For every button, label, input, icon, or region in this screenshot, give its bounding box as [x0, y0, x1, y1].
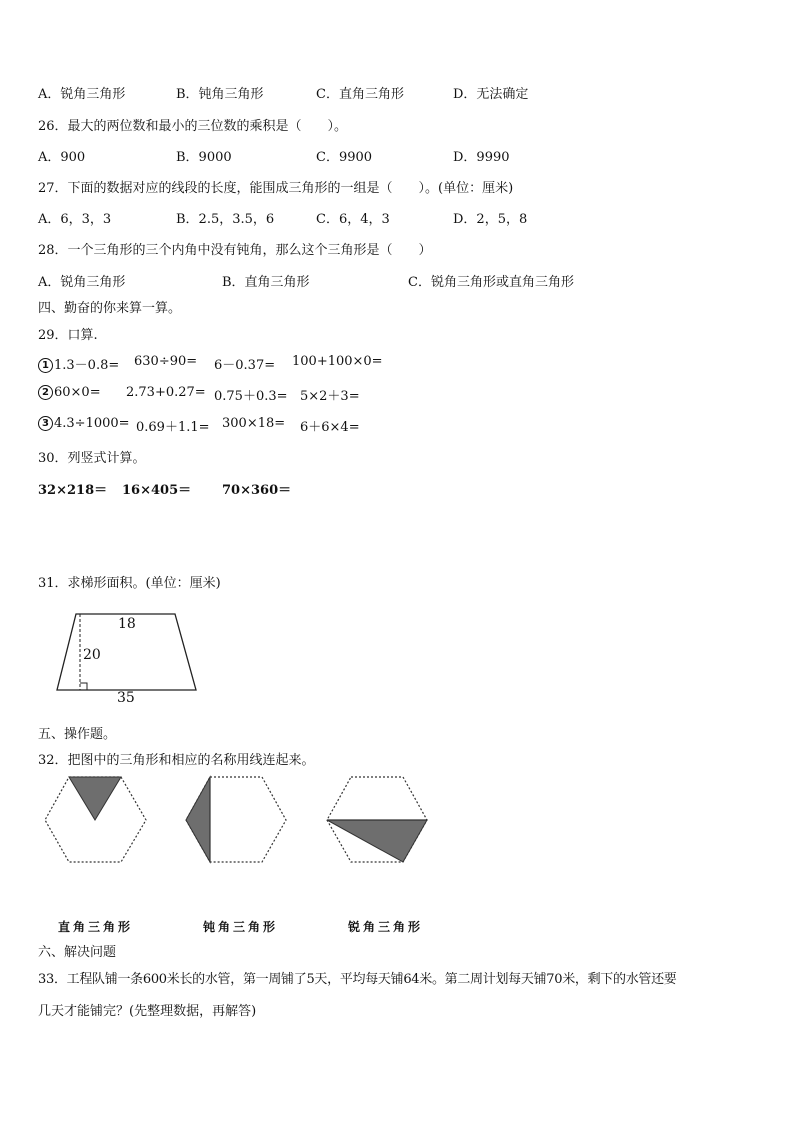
q29-item: 0.75＋0.3=	[214, 389, 288, 404]
q29-stem: 29．口算.	[38, 328, 98, 343]
trapezoid-bottom-label: 35	[117, 690, 135, 706]
q32-stem: 32．把图中的三角形和相应的名称用线连起来。	[38, 753, 315, 768]
q27-option-c: C．6，4，3	[316, 212, 390, 227]
q26-stem: 26．最大的两位数和最小的三位数的乘积是（ ）。	[38, 119, 348, 134]
q29-item: 630÷90=	[134, 354, 198, 369]
q26-option-b: B．9000	[176, 150, 232, 165]
q28-stem: 28．一个三角形的三个内角中没有钝角，那么这个三角形是（ ）	[38, 243, 432, 258]
circled-number-3: 3	[38, 416, 53, 431]
q28-option-c: C．锐角三角形或直角三角形	[408, 275, 574, 290]
q29-item: 4.3÷1000=	[54, 416, 130, 431]
q29-item: 1.3－0.8=	[54, 358, 120, 373]
hexagon-2	[186, 777, 286, 862]
q29-item: 300×18=	[222, 416, 286, 431]
q28-option-b: B．直角三角形	[222, 275, 310, 290]
q30-item: 16×405＝	[122, 483, 192, 498]
q31-stem: 31．求梯形面积。(单位：厘米)	[38, 576, 221, 591]
q25-option-a: A．锐角三角形	[38, 87, 126, 102]
label-acute-triangle[interactable]: 锐角三角形	[348, 920, 424, 934]
q33-line-1: 33．工程队铺一条600米长的水管，第一周铺了5天，平均每天铺64米。第二周计划每天铺70米，剩下的水管还要	[38, 972, 677, 987]
hexagon-1	[45, 777, 146, 862]
q27-stem: 27．下面的数据对应的线段的长度，能围成三角形的一组是（ ）。(单位：厘米)	[38, 181, 514, 196]
q27-option-b: B．2.5，3.5，6	[176, 212, 275, 227]
section-4-heading: 四、勤奋的你来算一算。	[38, 301, 182, 316]
trapezoid-height-label: 20	[83, 647, 101, 663]
q26-option-c: C．9900	[316, 150, 373, 165]
q27-option-a: A．6，3，3	[38, 212, 112, 227]
circled-number-2: 2	[38, 385, 53, 400]
q25-option-c: C．直角三角形	[316, 87, 404, 102]
q33-line-2: 几天才能铺完？(先整理数据，再解答)	[38, 1004, 257, 1019]
q29-item: 2.73+0.27=	[126, 385, 206, 400]
trapezoid-top-label: 18	[118, 616, 136, 632]
q26-option-a: A．900	[38, 150, 86, 165]
q29-item: 60×0=	[54, 385, 101, 400]
q25-option-d: D．无法确定	[453, 87, 529, 102]
section-6-heading: 六、解决问题	[38, 945, 117, 960]
section-5-heading: 五、操作题。	[38, 727, 117, 742]
q27-option-d: D．2，5，8	[453, 212, 528, 227]
q30-item: 70×360＝	[222, 483, 292, 498]
q29-item: 5×2＋3=	[300, 389, 360, 404]
circled-number-1: 1	[38, 358, 53, 373]
q26-option-d: D．9990	[453, 150, 510, 165]
q29-item: 6－0.37=	[214, 358, 276, 373]
q29-item: 6＋6×4=	[300, 420, 360, 435]
label-obtuse-triangle[interactable]: 钝角三角形	[203, 920, 279, 934]
q25-option-b: B．钝角三角形	[176, 87, 264, 102]
q29-item: 0.69＋1.1=	[136, 420, 210, 435]
q30-stem: 30．列竖式计算。	[38, 451, 146, 466]
label-right-triangle[interactable]: 直角三角形	[58, 920, 134, 934]
q28-option-a: A．锐角三角形	[38, 275, 126, 290]
q29-item: 100+100×0=	[292, 354, 383, 369]
hexagon-3	[327, 777, 427, 862]
q30-item: 32×218＝	[38, 483, 108, 498]
